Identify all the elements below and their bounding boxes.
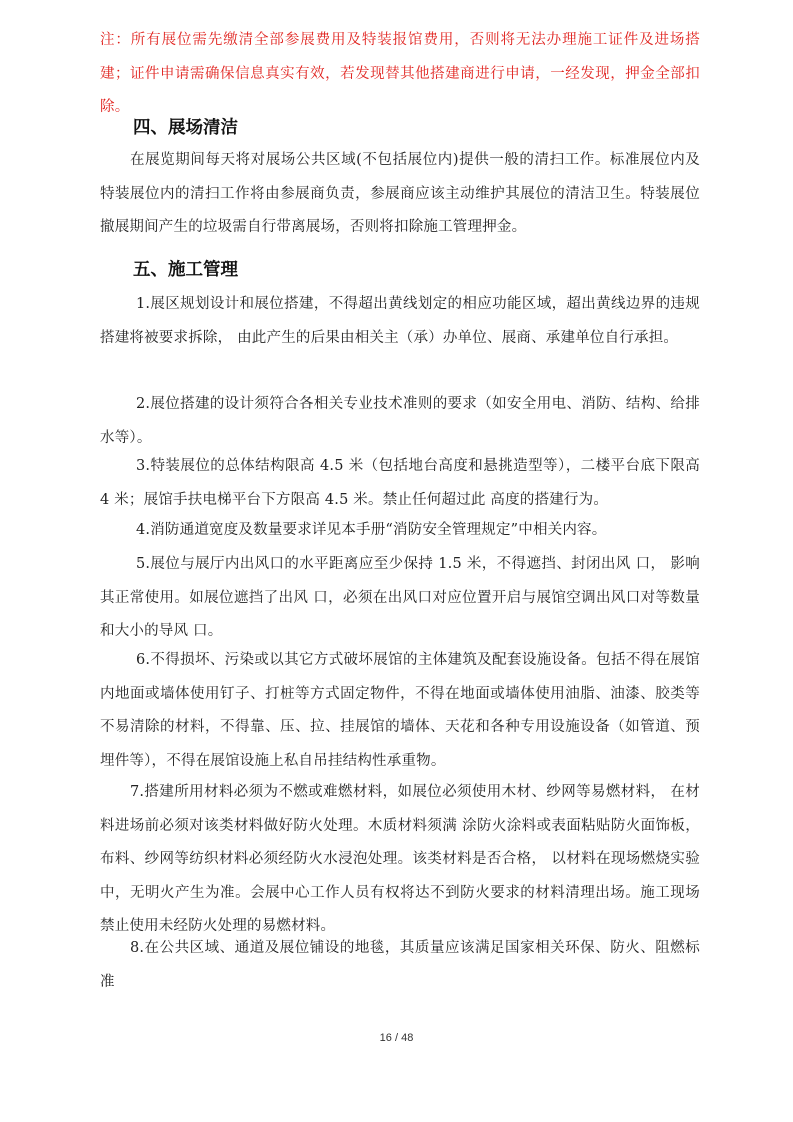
section-4-heading: 四、展场清洁 — [133, 118, 238, 138]
list-item-5: 5.展位与展厅内出风口的水平距离应至少保持 1.5 米，不得遮挡、封闭出风 口， 影响其正常使用。如展位遮挡了出风 口，必须在出风口对应位置开启与展馆空调出风口对等数量和大小的导风 口。 — [100, 556, 700, 639]
section-4-paragraph: 在展览期间每天将对展场公共区域(不包括展位内)提供一般的清扫工作。标准展位内及特装展位内的清扫工作将由参展商负责，参展商应该主动维护其展位的清洁卫生。特装展位撤展期间产生的垃圾需自行带离展场，否则将扣除施工管理押金。 — [100, 152, 700, 235]
list-item-7: 7.搭建所用材料必须为不燃或难燃材料，如展位必须使用木材、纱网等易燃材料， 在材料进场前必须对该类材料做好防火处理。木质材料须满 涂防火涂料或表面粘贴防火面饰板，布料、纱网等纺织材料必须经防火水浸泡处理。该类材料是否合格， 以材料在现场燃烧实验中，无明火产生为准。会展中心工作人员有权将达不到防火要求的材料清理出场。施工现场禁止使用未经防火处理的易燃材料。 — [100, 784, 700, 934]
page-number: 16 / 48 — [379, 1032, 414, 1044]
section-5-heading: 五、施工管理 — [133, 260, 238, 280]
list-item-1: 1.展区规划设计和展位搭建，不得超出黄线划定的相应功能区域，超出黄线边界的违规搭建将被要求拆除， 由此产生的后果由相关主（承）办单位、展商、承建单位自行承担。 — [100, 296, 700, 346]
list-item-2: 2.展位搭建的设计须符合各相关专业技术准则的要求（如安全用电、消防、结构、给排水等）。 — [100, 396, 700, 446]
list-item-4: 4.消防通道宽度及数量要求详见本手册“消防安全管理规定”中相关内容。 — [136, 522, 607, 538]
list-item-8: 8.在公共区域、通道及展位铺设的地毯，其质量应该满足国家相关环保、防火、阻燃标准 — [100, 940, 700, 990]
notice-paragraph: 注：所有展位需先缴清全部参展费用及特装报馆费用，否则将无法办理施工证件及进场搭建；证件申请需确保信息真实有效，若发现替其他搭建商进行申请，一经发现，押金全部扣除。 — [100, 32, 700, 115]
list-item-6: 6.不得损坏、污染或以其它方式破坏展馆的主体建筑及配套设施设备。包括不得在展馆内地面或墙体使用钉子、打桩等方式固定物件，不得在地面或墙体使用油脂、油漆、胶类等不易清除的材料，不得靠、压、拉、挂展馆的墙体、天花和各种专用设施设备（如管道、预埋件等），不得在展馆设施上私自吊挂结构性承重物。 — [100, 652, 700, 769]
list-item-3: 3.特装展位的总体结构限高 4.5 米（包括地台高度和悬挑造型等），二楼平台底下限高 4 米；展馆手扶电梯平台下方限高 4.5 米。禁止任何超过此 高度的搭建行为。 — [100, 458, 700, 508]
